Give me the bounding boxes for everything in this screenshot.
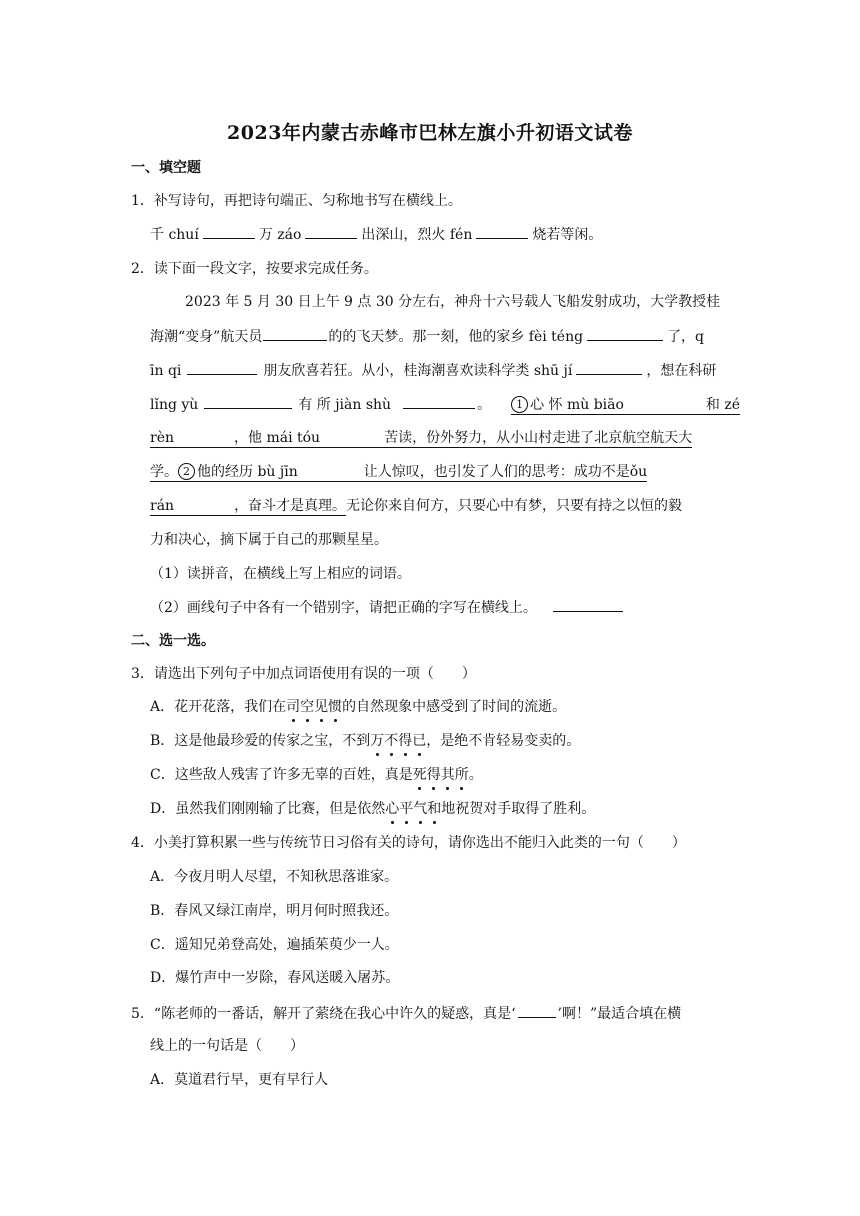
passage-text: 海潮“变身”航天员	[150, 329, 263, 345]
passage-text: 心 怀 mù biāo	[530, 397, 624, 413]
dotted-char: 所	[454, 767, 469, 783]
option-text: D．虽然我们刚刚输了比赛，但是依然	[150, 801, 386, 817]
passage-line-5	[150, 428, 692, 448]
question-4-option-c[interactable]: C．遥知兄弟登高处，遍插茱萸少一人。	[150, 937, 399, 953]
dotted-char: 惯	[328, 699, 343, 715]
answer-blank[interactable]	[263, 326, 327, 341]
question-4-stem: 4．小美打算积累一些与传统节日习俗有关的诗句，请你选出不能归入此类的一句（ ）	[131, 835, 686, 851]
dotted-char: 得	[398, 733, 413, 749]
question-4-option-a[interactable]: A．今夜月明人尽望，不知秋思落谁家。	[150, 869, 399, 885]
passage-text: rán	[150, 498, 175, 514]
passage-text: 让人惊叹，也引发了人们的思考：成功不是ǒu	[363, 464, 648, 480]
dotted-char: 不	[384, 733, 399, 749]
answer-blank[interactable]	[553, 597, 623, 612]
poem-part-1: 千 chuí	[150, 227, 199, 243]
option-text: ，是绝不肯轻易变卖的。	[426, 733, 581, 749]
question-5-option-a[interactable]: A．莫道君行早，更有早行人	[150, 1072, 329, 1088]
page-title: 2023年内蒙古赤峰市巴林左旗小升初语文试卷	[227, 122, 633, 144]
underlined-sentence-2	[150, 498, 346, 516]
option-text: C．这些敌人残害了许多无辜的百姓，真是	[150, 767, 413, 783]
circle-number-1: 1	[511, 396, 528, 413]
passage-text: 和 zé	[705, 397, 741, 413]
section-heading-choice: 二、选一选。	[131, 633, 215, 649]
passage-text: 了，q	[667, 329, 705, 345]
passage-text: 他的经历 bù jīn	[197, 464, 298, 480]
sub-question-2	[150, 597, 627, 618]
passage-line-4	[150, 394, 740, 415]
option-text: 的自然现象中感受到了时间的流逝。	[342, 699, 567, 715]
passage-text: （2）画线句子中各有一个错别字，请把正确的字写在横线上。	[150, 600, 537, 616]
section-heading-fill: 一、填空题	[131, 160, 201, 176]
answer-blank[interactable]	[305, 224, 357, 239]
question-3-stem: 3．请选出下列句子中加点词语使用有误的一项（ ）	[131, 666, 476, 682]
option-text: A．花开花落，我们在	[150, 699, 287, 715]
passage-line-1: 2023 年 5 月 30 日上午 9 点 30 分左右，神舟十六号载人飞船发射成功，大学教授桂	[185, 294, 721, 310]
passage-text: rèn	[150, 430, 174, 446]
question-text: 5．“陈老师的一番话，解开了萦绕在我心中许久的疑惑，真是‘	[131, 1006, 516, 1022]
question-3-option-a[interactable]	[150, 697, 566, 717]
passage-line-2	[150, 326, 704, 347]
answer-blank[interactable]	[204, 394, 292, 409]
answer-blank[interactable]	[403, 394, 475, 409]
dotted-char: 见	[314, 699, 329, 715]
passage-text: lǐng yù	[150, 397, 199, 413]
passage-line-7	[150, 496, 682, 516]
passage-text: 学。	[150, 464, 178, 480]
passage-text: ，想在科研	[646, 363, 717, 379]
passage-text: 有 所 jiàn shù	[298, 397, 392, 413]
dotted-char: 已	[412, 733, 427, 749]
passage-text: ，奋斗才是真理。	[234, 498, 347, 514]
question-text: ’啊！”最适合填在横	[557, 1006, 682, 1022]
question-4-option-d[interactable]: D．爆竹声中一岁除，春风送暖入屠苏。	[150, 970, 400, 986]
passage-line-6	[150, 462, 647, 482]
dotted-char: 死	[412, 767, 427, 783]
question-3-option-b[interactable]	[150, 731, 580, 751]
underlined-sentence-1	[150, 430, 692, 448]
question-3-option-c[interactable]	[150, 765, 483, 785]
passage-text: 。	[477, 397, 492, 413]
sub-question-1: （1）读拼音，在横线上写上相应的词语。	[150, 566, 411, 582]
option-text: 地祝贺对手取得了胜利。	[441, 801, 596, 817]
dotted-char: 司	[286, 699, 301, 715]
question-5-stem	[131, 1003, 681, 1024]
passage-text: 的的飞天梦。那一刻，他的家乡 fèi téng	[328, 329, 584, 345]
option-text: 。	[468, 767, 483, 783]
circle-number-2: 2	[178, 463, 195, 480]
dotted-char: 其	[440, 767, 455, 783]
dotted-char: 心	[385, 801, 400, 817]
answer-blank[interactable]	[587, 326, 663, 341]
poem-part-2: 万 záo	[258, 227, 302, 243]
poem-part-3: 出深山，烈火 fén	[361, 227, 473, 243]
dotted-char: 空	[300, 699, 315, 715]
dotted-char: 平	[399, 801, 414, 817]
answer-blank[interactable]	[518, 1003, 556, 1018]
passage-text: ，他 mái tóu	[234, 430, 321, 446]
question-5-stem-continued: 线上的一句话是（ ）	[150, 1038, 304, 1054]
question-2-stem: 2．读下面一段文字，按要求完成任务。	[131, 261, 378, 277]
question-1-stem: 1．补写诗句，再把诗句端正、匀称地书写在横线上。	[131, 193, 462, 209]
dotted-char: 和	[427, 801, 442, 817]
answer-blank[interactable]	[187, 360, 257, 375]
answer-blank[interactable]	[476, 224, 528, 239]
passage-line-8: 力和决心，摘下属于自己的那颗星星。	[150, 532, 388, 548]
dotted-char: 气	[413, 801, 428, 817]
passage-text: 无论你来自何方，只要心中有梦，只要有持之以恒的毅	[346, 498, 683, 514]
dotted-char: 万	[370, 733, 385, 749]
answer-blank[interactable]	[203, 224, 255, 239]
poem-part-4: 烧若等闲。	[532, 227, 603, 243]
underlined-sentence-2	[150, 464, 647, 482]
passage-text: 朋友欣喜若狂。从小，桂海潮喜欢读科学类 shū jí	[263, 363, 573, 379]
dotted-char: 得	[426, 767, 441, 783]
passage-text: 苦读，份外努力，从小山村走进了北京航空航天大	[384, 430, 693, 446]
passage-text: īn qi	[150, 363, 182, 379]
option-text: B．这是他最珍爱的传家之宝，不到	[150, 733, 371, 749]
question-3-option-d[interactable]	[150, 799, 595, 819]
passage-line-3	[150, 360, 716, 381]
question-4-option-b[interactable]: B．春风又绿江南岸，明月何时照我还。	[150, 903, 399, 919]
answer-blank[interactable]	[576, 360, 642, 375]
underlined-sentence-1	[511, 397, 740, 415]
question-1-poem	[150, 224, 602, 245]
